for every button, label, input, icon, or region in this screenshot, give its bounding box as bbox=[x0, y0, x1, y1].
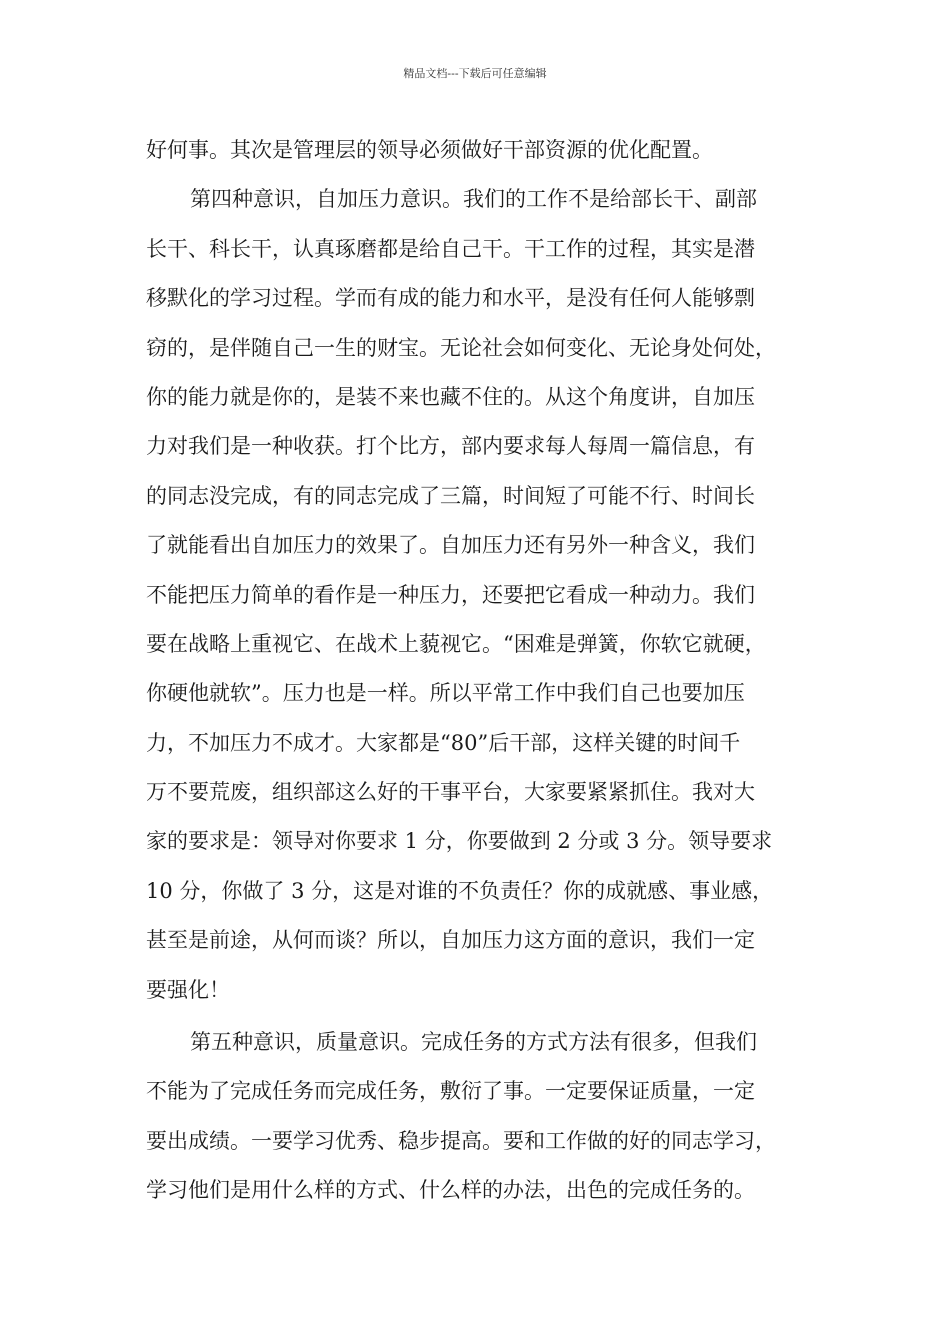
text-line: 不能把压力简单的看作是一种压力，还要把它看成一种动力。我们 bbox=[146, 582, 755, 607]
text-line: 力，不加压力不成才。大家都是“80”后干部，这样关键的时间千 bbox=[146, 730, 741, 755]
text-line: 的同志没完成，有的同志完成了三篇，时间短了可能不行、时间长 bbox=[146, 483, 755, 508]
text-line: 家的要求是：领导对你要求 1 分，你要做到 2 分或 3 分。领导要求 bbox=[146, 829, 773, 854]
text-line: 学习他们是用什么样的方式、什么样的办法，出色的完成任务的。 bbox=[146, 1178, 755, 1203]
text-line: 要出成绩。一要学习优秀、稳步提高。要和工作做的好的同志学习， bbox=[146, 1128, 776, 1153]
text-line: 力对我们是一种收获。打个比方，部内要求每人每周一篇信息，有 bbox=[146, 434, 755, 459]
paragraph-start-line: 第四种意识，自加压力意识。我们的工作不是给部长干、副部 bbox=[190, 187, 757, 212]
page-header: 精品文档---下载后可任意编辑 bbox=[403, 67, 547, 80]
paragraph-start-line: 第五种意识，质量意识。完成任务的方式方法有很多，但我们 bbox=[190, 1030, 757, 1055]
text-line: 万不要荒废，组织部这么好的干事平台，大家要紧紧抓住。我对大 bbox=[146, 780, 755, 805]
text-line: 你硬他就软”。压力也是一样。所以平常工作中我们自己也要加压 bbox=[146, 681, 745, 706]
text-line: 不能为了完成任务而完成任务，敷衍了事。一定要保证质量，一定 bbox=[146, 1079, 755, 1104]
text-line: 好何事。其次是管理层的领导必须做好干部资源的优化配置。 bbox=[146, 138, 713, 162]
text-line: 长干、科长干，认真琢磨都是给自己干。干工作的过程，其实是潜 bbox=[146, 236, 755, 261]
text-line: 窃的，是伴随自己一生的财宝。无论社会如何变化、无论身处何处， bbox=[146, 335, 776, 360]
text-line: 要强化！ bbox=[146, 977, 230, 1002]
text-line: 你的能力就是你的，是装不来也藏不住的。从这个角度讲，自加压 bbox=[146, 384, 755, 409]
text-line: 要在战略上重视它、在战术上藐视它。“困难是弹簧，你软它就硬， bbox=[146, 631, 766, 656]
text-line: 10 分，你做了 3 分，这是对谁的不负责任？你的成就感、事业感， bbox=[146, 878, 774, 903]
document-body bbox=[146, 132, 808, 1222]
text-line: 甚至是前途，从何而谈？所以，自加压力这方面的意识，我们一定 bbox=[146, 928, 755, 953]
text-line: 移默化的学习过程。学而有成的能力和水平，是没有任何人能够剽 bbox=[146, 286, 755, 311]
text-line: 了就能看出自加压力的效果了。自加压力还有另外一种含义，我们 bbox=[146, 533, 755, 558]
